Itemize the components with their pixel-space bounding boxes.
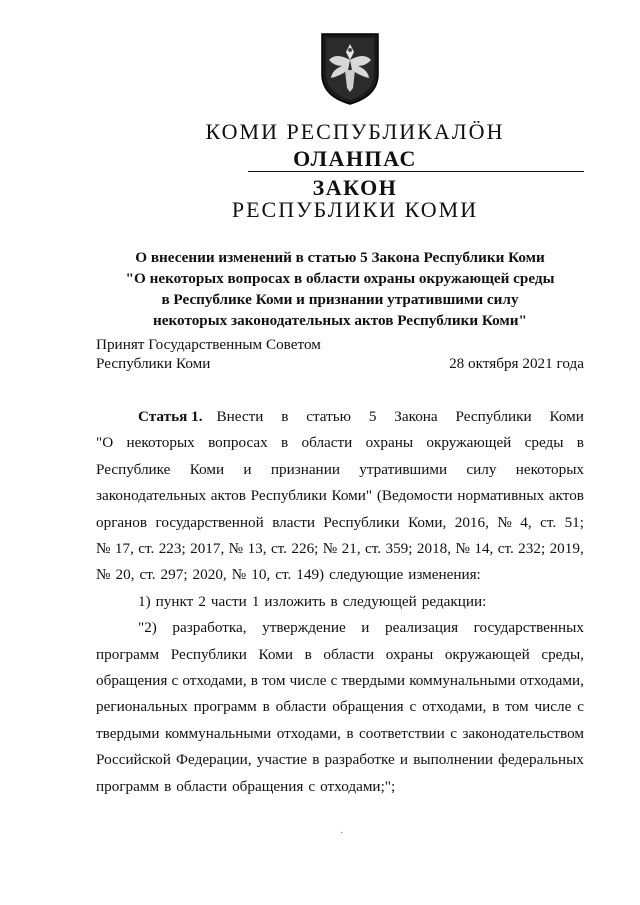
word: актов <box>210 487 246 505</box>
word: коммунальными <box>164 724 272 742</box>
word: 359; <box>385 540 413 558</box>
word: 2018, <box>416 540 452 558</box>
article-line <box>96 457 584 483</box>
word: 223; <box>158 540 186 558</box>
word: 51; <box>564 513 584 531</box>
word: № <box>455 540 470 558</box>
word: 14, <box>474 540 494 558</box>
word: 2019, <box>549 540 584 558</box>
law-title-line: О внесении изменений в статью 5 Закона Республики Коми <box>135 249 545 266</box>
word: в <box>576 434 584 452</box>
word: Коми <box>258 645 293 663</box>
word: числе <box>289 672 327 690</box>
header-olanpas: ОЛАНПАС <box>293 146 417 171</box>
article-line <box>96 562 584 588</box>
article-label: Статья 1. <box>138 408 203 425</box>
word: и <box>243 460 252 478</box>
word: государственных <box>473 619 584 637</box>
word: окружающей <box>444 645 530 663</box>
word: области <box>275 698 327 716</box>
word: твердыми <box>341 672 406 690</box>
word: отходами;"; <box>320 777 396 795</box>
word: Коми <box>189 460 225 478</box>
word: следующей <box>342 592 417 610</box>
adoption-date: 28 октября 2021 года <box>449 355 584 372</box>
word: с <box>450 724 457 742</box>
word: законодательством <box>462 724 584 742</box>
law-title <box>96 247 584 331</box>
word: в <box>164 777 172 795</box>
word: и <box>399 751 409 769</box>
word: с <box>577 698 584 716</box>
word: статью <box>306 408 352 425</box>
header-komi-line: КОМИ РЕСПУБЛИКАЛÖН <box>205 119 505 144</box>
word: 20, <box>115 566 135 584</box>
article-line-words <box>217 404 584 430</box>
word: 2020, <box>192 566 227 584</box>
word: ст. <box>275 566 292 584</box>
word: Республики <box>323 513 400 531</box>
word: в <box>304 645 312 663</box>
word: ст. <box>139 566 156 584</box>
word: ст. <box>365 540 382 558</box>
header-republic: РЕСПУБЛИКИ КОМИ <box>231 197 479 222</box>
word: отходами, <box>422 698 487 716</box>
quote-line <box>96 721 584 747</box>
word: в <box>262 698 270 716</box>
quote-line <box>96 694 584 720</box>
word: твердыми <box>96 724 160 742</box>
article-line <box>96 430 584 456</box>
word: отходами, <box>182 672 247 690</box>
word: нормативных <box>457 487 545 505</box>
word: следующие <box>329 566 404 584</box>
word: ст. <box>270 540 287 558</box>
word: 10, <box>251 566 271 584</box>
word: Внести <box>216 408 264 425</box>
word: утратившими <box>359 460 448 478</box>
article-line <box>96 536 584 562</box>
word: среды, <box>541 645 584 663</box>
word: Республики <box>455 408 532 425</box>
word: пункт <box>155 592 194 610</box>
article-line <box>96 510 584 536</box>
word: Федерации, <box>176 751 252 769</box>
word: 2016, <box>454 513 489 531</box>
word: № <box>228 540 244 558</box>
word: программ <box>96 645 160 663</box>
word: участие <box>256 751 307 769</box>
word: № <box>96 566 111 584</box>
word: 2 <box>198 592 206 610</box>
word: в <box>346 724 354 742</box>
point-1-line <box>96 589 584 615</box>
word: 232; <box>518 540 546 558</box>
word: Республики <box>170 645 247 663</box>
word: в <box>281 434 289 452</box>
word: обращения <box>232 777 304 795</box>
word: 1 <box>251 592 260 610</box>
word: коммунальными <box>409 672 516 690</box>
word: с <box>409 698 417 716</box>
law-body <box>96 404 584 800</box>
word: разработка, <box>172 619 247 637</box>
word: 226; <box>291 540 319 558</box>
word: программ <box>96 777 160 795</box>
word: государственной <box>155 513 264 531</box>
word: вопросах <box>208 434 268 452</box>
law-title-line: некоторых законодательных актов Республики Коми" <box>153 312 527 329</box>
word: обращения <box>96 672 168 690</box>
word: с <box>308 777 316 795</box>
word: 4, <box>520 513 532 531</box>
word: Республики <box>250 487 327 505</box>
word: ст. <box>138 540 155 558</box>
word: признании <box>270 460 340 478</box>
quote-line <box>96 615 584 641</box>
word: отходами, <box>519 672 584 690</box>
header-divider <box>248 171 584 172</box>
word: 13, <box>247 540 267 558</box>
article-first-line <box>96 404 584 430</box>
word: том <box>505 698 529 716</box>
word: силу <box>466 460 497 478</box>
word: региональных <box>96 698 188 716</box>
word: с <box>330 672 338 690</box>
adopted-by-line1: Принят Государственным Советом <box>96 336 321 353</box>
word: области <box>323 645 375 663</box>
word: среды <box>524 434 564 452</box>
word: Российской <box>96 751 171 769</box>
word: власти <box>272 513 315 531</box>
word: обращения <box>332 698 404 716</box>
adoption-info <box>96 335 321 373</box>
scan-mark: · <box>340 828 344 839</box>
quote-line <box>96 747 584 773</box>
word: Коми <box>549 408 584 425</box>
word: Коми" <box>331 487 373 505</box>
word: в <box>250 672 258 690</box>
word: с <box>171 672 179 690</box>
word: в <box>492 698 500 716</box>
word: окружающей <box>426 434 512 452</box>
word: ст. <box>540 513 557 531</box>
word: и <box>361 619 370 637</box>
word: (Ведомости <box>376 487 453 505</box>
word: 2017, <box>190 540 225 558</box>
word: реализация <box>384 619 459 637</box>
header-zakon: ЗАКОН <box>312 175 398 200</box>
word: 21, <box>341 540 361 558</box>
quote-line <box>96 668 584 694</box>
word: 149) <box>296 566 325 584</box>
word: изложить <box>264 592 326 610</box>
word: числе <box>534 698 572 716</box>
word: в <box>312 751 320 769</box>
word: разработке <box>324 751 395 769</box>
adopted-by-line2: Республики Коми <box>96 355 211 372</box>
word: законодательных <box>96 487 207 505</box>
word: "О <box>96 434 114 452</box>
word: отходами, <box>276 724 341 742</box>
quote-line <box>96 774 584 800</box>
word: области <box>301 434 353 452</box>
word: том <box>262 672 286 690</box>
word: изменения: <box>408 566 481 584</box>
word: некоторых <box>515 460 584 478</box>
word: Коми, <box>408 513 447 531</box>
article-line <box>96 483 584 509</box>
word: органов <box>96 513 148 531</box>
coat-of-arms-emblem <box>318 30 382 106</box>
word: "2) <box>138 619 157 637</box>
word: области <box>176 777 228 795</box>
word: федеральных <box>498 751 584 769</box>
word: Закона <box>394 408 438 425</box>
word: № <box>497 513 512 531</box>
word: охраны <box>385 645 434 663</box>
word: программ <box>193 698 257 716</box>
word: утверждение <box>262 619 346 637</box>
law-title-line: в Республике Коми и признании утратившими силу <box>161 291 519 308</box>
law-title-line: "О некоторых вопросах в области охраны окружающей среды <box>125 270 555 287</box>
word: № <box>322 540 338 558</box>
word: ст. <box>497 540 514 558</box>
quote-line <box>96 642 584 668</box>
word: актов <box>548 487 584 505</box>
word: в <box>330 592 338 610</box>
word: 297; <box>160 566 188 584</box>
word: части <box>210 592 247 610</box>
word: некоторых <box>126 434 195 452</box>
word: № <box>231 566 247 584</box>
word: 17, <box>114 540 134 558</box>
word: соответствии <box>358 724 445 742</box>
word: 5 <box>368 408 377 425</box>
word: выполнении <box>413 751 493 769</box>
word: Республике <box>96 460 171 478</box>
word: № <box>96 540 111 558</box>
word: 1) <box>138 592 151 610</box>
word: в <box>281 408 289 425</box>
word: редакции: <box>421 592 487 610</box>
word: охраны <box>365 434 414 452</box>
